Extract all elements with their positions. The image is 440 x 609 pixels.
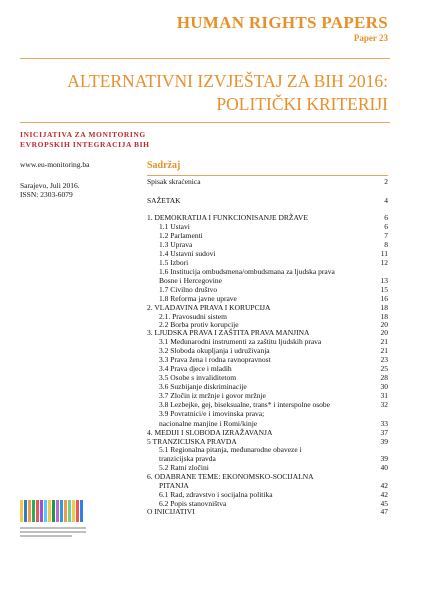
toc-entry-page: 28 — [380, 373, 388, 382]
toc-entry[interactable] — [147, 410, 388, 419]
toc-entry-page: 21 — [380, 337, 388, 346]
logo-bar — [76, 500, 79, 522]
toc-entry-title: 1.6 Institucija ombudsmena/ombudsmana za ljudska prava — [159, 267, 335, 276]
toc-divider — [147, 175, 388, 176]
toc-entry-page: 32 — [380, 400, 388, 409]
series-title: HUMAN RIGHTS PAPERS — [176, 13, 388, 32]
toc-entry-title: 1.1 Ustavi — [159, 222, 190, 231]
toc-entry-page: 12 — [380, 258, 388, 267]
toc-entry-page: 42 — [380, 481, 388, 490]
logo-bar — [72, 500, 75, 522]
toc-entry-title: 1.4 Ustavni sudovi — [159, 249, 216, 258]
toc-entry-title: 3.1 Međunarodni instrumenti za zaštitu ljudskih prava — [159, 337, 322, 346]
toc-entry-title: 3.5 Osobe s invaliditetom — [159, 373, 237, 382]
logo-bars — [20, 500, 96, 522]
toc-entry-title: 3. LJUDSKA PRAVA I ZAŠTITA PRAVA MANJINA — [147, 328, 310, 337]
toc-entry-title: SAŽETAK — [147, 196, 181, 205]
toc-entry-title: O INICIJATIVI — [147, 507, 195, 516]
toc-entry-page: 7 — [384, 231, 388, 240]
logo-bar — [56, 500, 59, 522]
logo-bar — [36, 500, 39, 522]
toc-entry-title: 1. DEMOKRATIJA I FUNKCIONISANJE DRŽAVE — [147, 213, 308, 222]
toc-entry-page: 39 — [380, 437, 388, 446]
toc-entry-title: 3.3 Prava žena i rodna ravnopravnost — [159, 355, 271, 364]
toc-entry-page: 8 — [384, 240, 388, 249]
toc-entry-page: 39 — [380, 454, 388, 463]
toc-entry-title: 5.2 Ratni zločini — [159, 463, 209, 472]
toc-entry-page: 18 — [380, 303, 388, 312]
toc-entry-title: 3.4 Prava djece i mladih — [159, 364, 232, 373]
toc-entry[interactable] — [147, 178, 388, 187]
logo-bar — [64, 500, 67, 522]
toc-entry-page — [376, 410, 388, 419]
toc-entry-page: 33 — [380, 419, 388, 428]
toc-entry-title: 5.1 Regionalna pitanja, međunarodne obaveze i — [159, 445, 302, 454]
toc-entry-page: 45 — [380, 499, 388, 508]
place-date: Sarajevo, Juli 2016. — [20, 181, 80, 190]
logo-text-lines — [20, 527, 96, 537]
toc-entry-page: 37 — [380, 428, 388, 437]
toc-entry-title: 1.2 Parlamenti — [159, 231, 203, 240]
toc-entry-title: 5 TRANZICIJSKA PRAVDA — [147, 437, 237, 446]
toc-entry-title: 1.8 Reforma javne uprave — [159, 294, 237, 303]
logo-bar — [44, 500, 47, 522]
toc-entry-page: 31 — [380, 391, 388, 400]
logo-bar — [32, 500, 35, 522]
toc-entry-title: 2. VLADAVINA PRAVA I KORUPCIJA — [147, 303, 271, 312]
logo-bar — [40, 500, 43, 522]
toc-entry-title: 2.1. Pravosudni sistem — [159, 312, 227, 321]
toc-entry-page: 6 — [384, 222, 388, 231]
toc-entry-title: 3.2 Sloboda okupljanja i udruživanja — [159, 346, 270, 355]
toc-entry-title: 4. MEDIJI I SLOBODA IZRAŽAVANJA — [147, 428, 273, 437]
toc-heading: Sadržaj — [147, 160, 181, 171]
toc-entry-title: 3.7 Zločin iz mržnje i govor mržnje — [159, 391, 266, 400]
toc-entry-title: PITANJA — [159, 481, 189, 490]
logo-bar — [24, 500, 27, 522]
toc-entry-title: 6.1 Rad, zdravstvo i socijalna politika — [159, 490, 273, 499]
logo-bar — [68, 500, 71, 522]
paper-number: Paper 23 — [353, 33, 388, 43]
toc-entry-page: 15 — [380, 285, 388, 294]
toc-entry-page: 20 — [380, 320, 388, 329]
toc-entry-title: 3.9 Povratnici/e i imovinska prava; — [159, 409, 265, 418]
toc-entry[interactable] — [147, 508, 388, 517]
toc-entry-page: 4 — [384, 196, 388, 205]
toc-entry-page: 23 — [380, 355, 388, 364]
toc-entry-title: 3.8 Lezbejke, gej, biseksualne, trans* i interspolne osobe — [159, 400, 330, 409]
logo-bar — [60, 500, 63, 522]
toc-entry-page: 47 — [380, 507, 388, 516]
toc-entry-page: 20 — [380, 328, 388, 337]
toc-entry-page: 21 — [380, 346, 388, 355]
organization-name — [20, 130, 150, 150]
toc-entry-page: 30 — [380, 382, 388, 391]
toc-entry-title: 1.3 Uprava — [159, 240, 193, 249]
toc-entry-title: 1.7 Civilno društvo — [159, 285, 218, 294]
toc-entry-title: nacionalne manjine i Romi/kinje — [159, 419, 258, 428]
toc-entry-page: 6 — [384, 213, 388, 222]
toc-entry-page: 42 — [380, 490, 388, 499]
toc-entry-title: 6.2 Popis stanovništva — [159, 499, 227, 508]
toc-entry-page: 2 — [384, 177, 388, 186]
toc-entry-page: 16 — [380, 294, 388, 303]
org-line-2: EVROPSKIH INTEGRACIJA BIH — [20, 140, 150, 149]
title-line-1: ALTERNATIVNI IZVJEŠTAJ ZA BIH 2016: — [67, 71, 388, 91]
toc-entry-page: 40 — [380, 463, 388, 472]
initiative-logo — [20, 500, 96, 540]
logo-bar — [80, 500, 83, 522]
toc-entry-title: tranzicijska pravda — [159, 454, 216, 463]
toc-entry-title: Spisak skraćenica — [147, 177, 201, 186]
toc-entry-page: 25 — [380, 364, 388, 373]
divider-middle — [20, 122, 390, 123]
issn: ISSN: 2303-6079 — [20, 190, 73, 199]
toc-entry-page: 11 — [380, 249, 388, 258]
toc-entry[interactable] — [147, 197, 388, 206]
toc-entry-title: 1.5 Izbori — [159, 258, 189, 267]
divider-top — [20, 58, 390, 59]
toc-entry-page: 13 — [380, 276, 388, 285]
toc-entry-title: 3.6 Suzbijanje diskriminacije — [159, 382, 247, 391]
logo-bar — [28, 500, 31, 522]
toc-entry-title: Bosne i Hercegovine — [159, 276, 222, 285]
toc-entry-title: 6. ODABRANE TEME: EKONOMSKO-SOCIJALNA — [147, 472, 314, 481]
logo-bar — [48, 500, 51, 522]
logo-bar — [52, 500, 55, 522]
title-line-2: POLITIČKI KRITERIJI — [216, 94, 388, 114]
toc-entry-title: 2.2 Borba protiv korupcije — [159, 320, 239, 329]
toc-entry-page: 18 — [380, 312, 388, 321]
logo-bar — [20, 500, 23, 522]
series-header — [177, 14, 388, 43]
website[interactable]: www.eu-monitoring.ba — [20, 160, 90, 169]
org-line-1: INICIJATIVA ZA MONITORING — [20, 130, 146, 139]
document-title — [20, 70, 388, 116]
